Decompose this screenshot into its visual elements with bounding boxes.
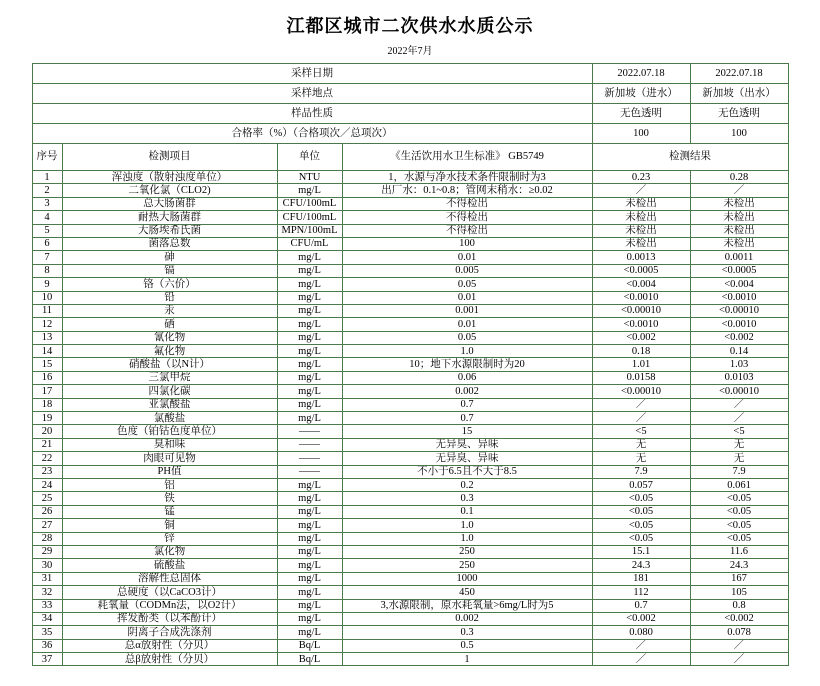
- row-result-outlet: <0.0010: [690, 291, 788, 304]
- table-row: [32, 478, 788, 491]
- row-result-outlet: 无: [690, 452, 788, 465]
- row-item: 色度（铂钴色度单位）: [62, 425, 277, 438]
- table-row: [32, 492, 788, 505]
- row-result-outlet: <0.004: [690, 278, 788, 291]
- row-unit: mg/L: [277, 398, 342, 411]
- row-result-outlet: 未检出: [690, 224, 788, 237]
- row-result-inlet: 0.057: [592, 478, 690, 491]
- row-item: 四氯化碳: [62, 385, 277, 398]
- row-unit: CFU/100mL: [277, 197, 342, 210]
- row-item: 硒: [62, 318, 277, 331]
- row-unit: mg/L: [277, 572, 342, 585]
- row-standard: 0.001: [342, 304, 592, 317]
- row-standard: 0.2: [342, 478, 592, 491]
- row-item: 铬（六价）: [62, 278, 277, 291]
- table-row: [32, 639, 788, 652]
- row-result-outlet: 7.9: [690, 465, 788, 478]
- row-result-outlet: <5: [690, 425, 788, 438]
- table-row: [32, 505, 788, 518]
- row-index: 8: [32, 264, 62, 277]
- row-standard: 1.0: [342, 532, 592, 545]
- row-standard: 250: [342, 559, 592, 572]
- row-index: 35: [32, 626, 62, 639]
- row-result-outlet: 24.3: [690, 559, 788, 572]
- row-result-inlet: <5: [592, 425, 690, 438]
- header-row-sampling-date: [32, 64, 788, 84]
- row-item: 锌: [62, 532, 277, 545]
- table-row: [32, 545, 788, 558]
- row-unit: mg/L: [277, 412, 342, 425]
- row-standard: 不得检出: [342, 211, 592, 224]
- row-result-inlet: ／: [592, 653, 690, 666]
- table-row: [32, 519, 788, 532]
- row-result-outlet: ／: [690, 398, 788, 411]
- row-index: 23: [32, 465, 62, 478]
- row-index: 30: [32, 559, 62, 572]
- row-index: 36: [32, 639, 62, 652]
- row-result-outlet: 11.6: [690, 545, 788, 558]
- row-item: 硫酸盐: [62, 559, 277, 572]
- row-result-outlet: <0.05: [690, 505, 788, 518]
- row-item: 菌落总数: [62, 237, 277, 250]
- row-result-inlet: <0.05: [592, 505, 690, 518]
- table-row: [32, 425, 788, 438]
- table-row: [32, 626, 788, 639]
- row-unit: mg/L: [277, 318, 342, 331]
- row-item: 镉: [62, 264, 277, 277]
- row-unit: mg/L: [277, 612, 342, 625]
- row-result-outlet: 167: [690, 572, 788, 585]
- row-result-inlet: 24.3: [592, 559, 690, 572]
- row-standard: 不得检出: [342, 224, 592, 237]
- row-result-outlet: <0.0010: [690, 318, 788, 331]
- table-row: [32, 398, 788, 411]
- row-standard: 无异臭、异味: [342, 438, 592, 451]
- table-row: [32, 251, 788, 264]
- row-unit: mg/L: [277, 331, 342, 344]
- row-item: 锰: [62, 505, 277, 518]
- row-standard: 0.3: [342, 626, 592, 639]
- row-result-inlet: 无: [592, 438, 690, 451]
- row-index: 33: [32, 599, 62, 612]
- row-result-outlet: 0.8: [690, 599, 788, 612]
- column-header-standard: 《生活饮用水卫生标准》 GB5749: [342, 144, 592, 171]
- row-item: 氰化物: [62, 331, 277, 344]
- row-standard: 0.01: [342, 291, 592, 304]
- value-sampling-date-inlet: 2022.07.18: [592, 64, 690, 84]
- table-row: [32, 278, 788, 291]
- table-row: [32, 171, 788, 184]
- column-header-unit: 单位: [277, 144, 342, 171]
- row-unit: mg/L: [277, 264, 342, 277]
- row-standard: 不小于6.5且不大于8.5: [342, 465, 592, 478]
- row-item: 溶解性总固体: [62, 572, 277, 585]
- row-standard: 0.3: [342, 492, 592, 505]
- row-item: 汞: [62, 304, 277, 317]
- row-item: 铜: [62, 519, 277, 532]
- row-item: 二氧化氯（CLO2): [62, 184, 277, 197]
- row-index: 13: [32, 331, 62, 344]
- row-item: 耗氧量（CODMn法，以O2计）: [62, 599, 277, 612]
- row-standard: 0.1: [342, 505, 592, 518]
- row-result-inlet: ／: [592, 412, 690, 425]
- row-index: 27: [32, 519, 62, 532]
- column-header-index: 序号: [32, 144, 62, 171]
- row-result-inlet: 0.7: [592, 599, 690, 612]
- row-result-inlet: 未检出: [592, 224, 690, 237]
- row-item: 铝: [62, 478, 277, 491]
- row-item: 总大肠菌群: [62, 197, 277, 210]
- row-result-outlet: <0.05: [690, 532, 788, 545]
- table-row: [32, 572, 788, 585]
- table-row: [32, 358, 788, 371]
- table-row: [32, 197, 788, 210]
- row-standard: 0.06: [342, 371, 592, 384]
- table-row: [32, 345, 788, 358]
- row-item: 总β放射性（分贝）: [62, 653, 277, 666]
- row-result-outlet: 0.0011: [690, 251, 788, 264]
- column-header-item: 检测项目: [62, 144, 277, 171]
- row-result-inlet: <0.05: [592, 492, 690, 505]
- row-result-inlet: <0.05: [592, 519, 690, 532]
- row-standard: 0.7: [342, 398, 592, 411]
- table-row: [32, 291, 788, 304]
- row-unit: Bq/L: [277, 639, 342, 652]
- row-standard: 1.0: [342, 345, 592, 358]
- row-result-inlet: ／: [592, 398, 690, 411]
- value-sample-nature-outlet: 无色透明: [690, 104, 788, 124]
- table-row: [32, 331, 788, 344]
- header-row-sample-nature: [32, 104, 788, 124]
- row-item: 浑浊度（散射浊度单位）: [62, 171, 277, 184]
- row-index: 25: [32, 492, 62, 505]
- row-unit: mg/L: [277, 304, 342, 317]
- value-pass-rate-outlet: 100: [690, 124, 788, 144]
- row-unit: mg/L: [277, 385, 342, 398]
- table-row: [32, 599, 788, 612]
- row-index: 15: [32, 358, 62, 371]
- value-sample-nature-inlet: 无色透明: [592, 104, 690, 124]
- table-row: [32, 532, 788, 545]
- row-index: 24: [32, 478, 62, 491]
- table-row: [32, 184, 788, 197]
- row-result-inlet: ／: [592, 184, 690, 197]
- row-index: 26: [32, 505, 62, 518]
- row-index: 16: [32, 371, 62, 384]
- row-unit: Bq/L: [277, 653, 342, 666]
- row-result-outlet: 未检出: [690, 211, 788, 224]
- row-result-outlet: 0.14: [690, 345, 788, 358]
- table-row: [32, 452, 788, 465]
- table-row: [32, 385, 788, 398]
- row-item: 铅: [62, 291, 277, 304]
- value-pass-rate-inlet: 100: [592, 124, 690, 144]
- row-result-inlet: 1.01: [592, 358, 690, 371]
- table-row: [32, 264, 788, 277]
- row-standard: 1.0: [342, 519, 592, 532]
- row-result-inlet: 未检出: [592, 211, 690, 224]
- table-row: [32, 653, 788, 666]
- row-result-outlet: <0.0005: [690, 264, 788, 277]
- row-result-inlet: 0.080: [592, 626, 690, 639]
- row-unit: mg/L: [277, 478, 342, 491]
- header-row-pass-rate: [32, 124, 788, 144]
- label-sampling-location: 采样地点: [32, 84, 592, 104]
- page-subtitle: 2022年7月: [387, 46, 433, 57]
- row-index: 1: [32, 171, 62, 184]
- row-unit: mg/L: [277, 519, 342, 532]
- row-standard: 1: [342, 653, 592, 666]
- value-sampling-location-outlet: 新加坡（出水）: [690, 84, 788, 104]
- row-result-inlet: <0.0010: [592, 291, 690, 304]
- row-result-inlet: 未检出: [592, 237, 690, 250]
- row-unit: mg/L: [277, 586, 342, 599]
- row-index: 11: [32, 304, 62, 317]
- row-unit: mg/L: [277, 599, 342, 612]
- row-index: 34: [32, 612, 62, 625]
- row-unit: mg/L: [277, 492, 342, 505]
- row-standard: 0.05: [342, 278, 592, 291]
- row-unit: CFU/100mL: [277, 211, 342, 224]
- row-standard: 450: [342, 586, 592, 599]
- row-index: 31: [32, 572, 62, 585]
- row-result-inlet: 0.18: [592, 345, 690, 358]
- row-result-inlet: 15.1: [592, 545, 690, 558]
- row-result-inlet: 112: [592, 586, 690, 599]
- row-unit: ——: [277, 438, 342, 451]
- row-result-inlet: <0.002: [592, 612, 690, 625]
- row-unit: mg/L: [277, 278, 342, 291]
- row-result-inlet: 0.0158: [592, 371, 690, 384]
- value-sampling-location-inlet: 新加坡（进水）: [592, 84, 690, 104]
- row-result-outlet: 1.03: [690, 358, 788, 371]
- row-standard: 0.005: [342, 264, 592, 277]
- row-unit: mg/L: [277, 345, 342, 358]
- table-row: [32, 438, 788, 451]
- row-index: 20: [32, 425, 62, 438]
- row-index: 5: [32, 224, 62, 237]
- row-result-inlet: <0.002: [592, 331, 690, 344]
- row-result-outlet: ／: [690, 412, 788, 425]
- row-unit: ——: [277, 465, 342, 478]
- row-result-inlet: <0.004: [592, 278, 690, 291]
- row-result-inlet: <0.0005: [592, 264, 690, 277]
- row-index: 10: [32, 291, 62, 304]
- row-unit: mg/L: [277, 532, 342, 545]
- row-item: 耐热大肠菌群: [62, 211, 277, 224]
- row-index: 7: [32, 251, 62, 264]
- row-unit: ——: [277, 425, 342, 438]
- table-row: [32, 559, 788, 572]
- table-row: [32, 371, 788, 384]
- row-unit: mg/L: [277, 371, 342, 384]
- row-standard: 0.01: [342, 251, 592, 264]
- row-index: 37: [32, 653, 62, 666]
- row-result-inlet: <0.05: [592, 532, 690, 545]
- row-unit: mg/L: [277, 559, 342, 572]
- row-unit: mg/L: [277, 358, 342, 371]
- row-index: 32: [32, 586, 62, 599]
- row-item: 砷: [62, 251, 277, 264]
- row-unit: CFU/mL: [277, 237, 342, 250]
- table-row: [32, 211, 788, 224]
- table-row: [32, 586, 788, 599]
- row-index: 3: [32, 197, 62, 210]
- row-result-outlet: <0.00010: [690, 304, 788, 317]
- row-result-outlet: 0.0103: [690, 371, 788, 384]
- row-result-outlet: <0.00010: [690, 385, 788, 398]
- row-item: 氯化物: [62, 545, 277, 558]
- row-standard: 0.002: [342, 385, 592, 398]
- row-unit: mg/L: [277, 251, 342, 264]
- row-item: 亚氯酸盐: [62, 398, 277, 411]
- value-sampling-date-outlet: 2022.07.18: [690, 64, 788, 84]
- row-result-inlet: 0.23: [592, 171, 690, 184]
- row-unit: mg/L: [277, 626, 342, 639]
- column-header-result: 检测结果: [592, 144, 788, 171]
- row-standard: 250: [342, 545, 592, 558]
- row-index: 14: [32, 345, 62, 358]
- table-row: [32, 318, 788, 331]
- row-unit: ——: [277, 452, 342, 465]
- row-result-outlet: <0.002: [690, 612, 788, 625]
- row-standard: 0.01: [342, 318, 592, 331]
- row-item: 挥发酚类（以苯酚计）: [62, 612, 277, 625]
- row-item: 大肠埃希氏菌: [62, 224, 277, 237]
- row-item: 肉眼可见物: [62, 452, 277, 465]
- row-item: 氟化物: [62, 345, 277, 358]
- row-standard: 1，水源与净水技术条件限制时为3: [342, 171, 592, 184]
- row-item: 三氯甲烷: [62, 371, 277, 384]
- row-result-inlet: 无: [592, 452, 690, 465]
- column-header-row: [32, 144, 788, 171]
- row-result-inlet: ／: [592, 639, 690, 652]
- row-result-outlet: ／: [690, 653, 788, 666]
- row-index: 12: [32, 318, 62, 331]
- row-index: 19: [32, 412, 62, 425]
- row-standard: 出厂水：0.1~0.8；管网末稍水：≥0.02: [342, 184, 592, 197]
- table-row: [32, 224, 788, 237]
- row-result-outlet: 0.061: [690, 478, 788, 491]
- row-item: 硝酸盐（以N计）: [62, 358, 277, 371]
- row-result-outlet: 未检出: [690, 197, 788, 210]
- table-row: [32, 412, 788, 425]
- row-index: 22: [32, 452, 62, 465]
- row-index: 6: [32, 237, 62, 250]
- row-unit: MPN/100mL: [277, 224, 342, 237]
- table-body: [32, 64, 788, 666]
- row-standard: 1000: [342, 572, 592, 585]
- row-standard: 0.5: [342, 639, 592, 652]
- row-index: 28: [32, 532, 62, 545]
- row-result-inlet: <0.00010: [592, 304, 690, 317]
- row-standard: 15: [342, 425, 592, 438]
- row-index: 18: [32, 398, 62, 411]
- table-row: [32, 304, 788, 317]
- row-result-outlet: <0.05: [690, 492, 788, 505]
- row-standard: 3,水源限制，原水耗氧量>6mg/L时为5: [342, 599, 592, 612]
- page-title: 江都区城市二次供水水质公示: [286, 16, 534, 36]
- water-quality-table: [32, 63, 789, 666]
- label-sample-nature: 样品性质: [32, 104, 592, 124]
- row-result-outlet: 105: [690, 586, 788, 599]
- row-unit: mg/L: [277, 184, 342, 197]
- row-item: 氯酸盐: [62, 412, 277, 425]
- row-standard: 不得检出: [342, 197, 592, 210]
- row-result-inlet: <0.0010: [592, 318, 690, 331]
- row-result-inlet: 未检出: [592, 197, 690, 210]
- row-result-inlet: 7.9: [592, 465, 690, 478]
- row-result-outlet: <0.05: [690, 519, 788, 532]
- row-result-inlet: 0.0013: [592, 251, 690, 264]
- row-result-outlet: ／: [690, 184, 788, 197]
- label-sampling-date: 采样日期: [32, 64, 592, 84]
- row-unit: mg/L: [277, 291, 342, 304]
- row-result-outlet: 无: [690, 438, 788, 451]
- row-standard: 10；地下水源限制时为20: [342, 358, 592, 371]
- header-row-sampling-location: [32, 84, 788, 104]
- row-result-outlet: 0.28: [690, 171, 788, 184]
- water-quality-report-page: [0, 12, 820, 686]
- row-item: 总硬度（以CaCO3计）: [62, 586, 277, 599]
- row-result-outlet: <0.002: [690, 331, 788, 344]
- row-index: 21: [32, 438, 62, 451]
- row-result-inlet: 181: [592, 572, 690, 585]
- row-item: 总α放射性（分贝）: [62, 639, 277, 652]
- table-row: [32, 612, 788, 625]
- table-row: [32, 237, 788, 250]
- row-unit: mg/L: [277, 505, 342, 518]
- row-unit: NTU: [277, 171, 342, 184]
- row-item: PH值: [62, 465, 277, 478]
- row-unit: mg/L: [277, 545, 342, 558]
- row-index: 4: [32, 211, 62, 224]
- row-standard: 无异臭、异味: [342, 452, 592, 465]
- row-standard: 0.7: [342, 412, 592, 425]
- row-index: 17: [32, 385, 62, 398]
- row-result-inlet: <0.00010: [592, 385, 690, 398]
- row-item: 铁: [62, 492, 277, 505]
- table-row: [32, 465, 788, 478]
- row-standard: 0.05: [342, 331, 592, 344]
- row-index: 9: [32, 278, 62, 291]
- row-result-outlet: 0.078: [690, 626, 788, 639]
- row-result-outlet: ／: [690, 639, 788, 652]
- row-result-outlet: 未检出: [690, 237, 788, 250]
- label-pass-rate: 合格率（%）（合格项次／总项次）: [32, 124, 592, 144]
- row-standard: 100: [342, 237, 592, 250]
- row-index: 29: [32, 545, 62, 558]
- row-index: 2: [32, 184, 62, 197]
- row-standard: 0.002: [342, 612, 592, 625]
- row-item: 阴离子合成洗涤剂: [62, 626, 277, 639]
- row-item: 臭和味: [62, 438, 277, 451]
